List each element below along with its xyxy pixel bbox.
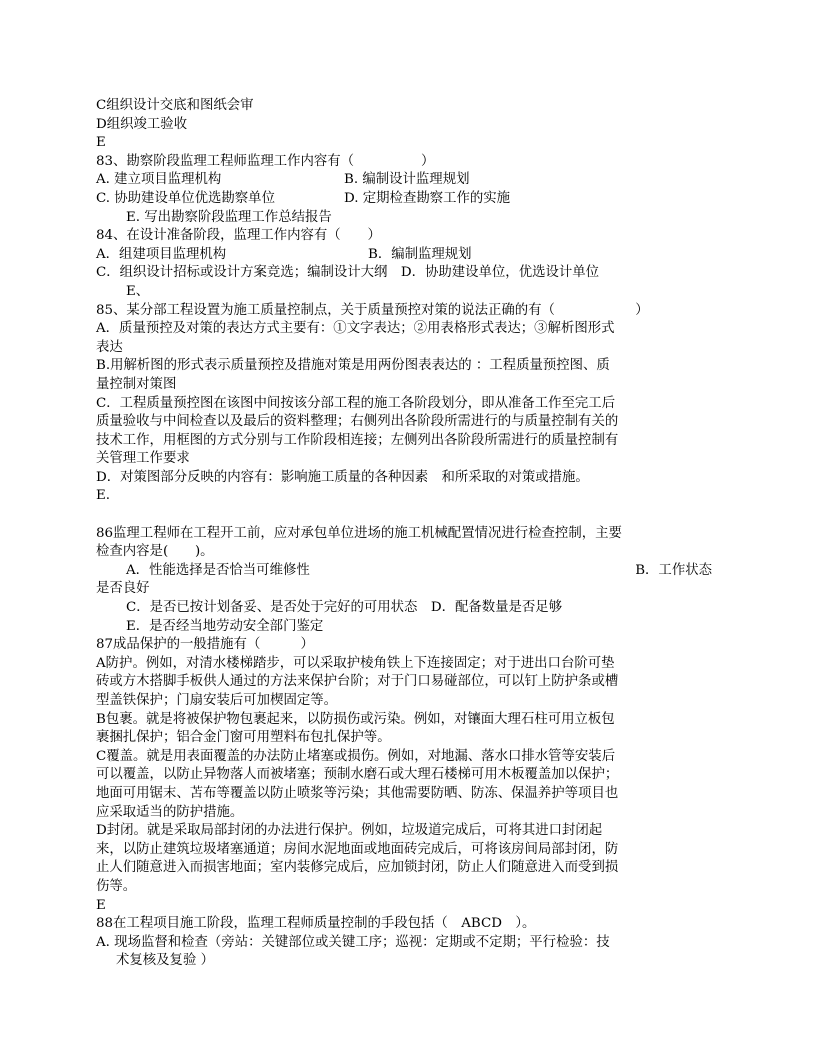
q87-option-b-line1: B包裹。就是将被保护物包裹起来，以防损伤或污染。例如，对镶面大理石柱可用立板包 bbox=[96, 711, 615, 727]
q87-option-e: E bbox=[96, 897, 106, 913]
q87-option-d-line4: 伤等。 bbox=[96, 878, 137, 894]
q85-option-b-line1: B.用解析图的形式表示质量预控及措施对策是用两份图表表达的 ：工程质量预控图、质 bbox=[96, 358, 610, 374]
q87-stem: 87成品保护的一般措施有（ ） bbox=[96, 637, 314, 653]
q87-option-c-line3: 地面可用锯末、苫布等覆盖以防止喷浆等污染；其他需要防晒、防冻、保温养护等项目也 bbox=[96, 785, 619, 801]
q84-option-e: E、 bbox=[126, 283, 150, 299]
q87-option-a-line1: A防护。例如，对清水楼梯踏步，可以采取护棱角铁上下连接固定；对于进出口台阶可垫 bbox=[96, 655, 615, 671]
q83-options-ab bbox=[96, 171, 726, 190]
q84-options-cd: C．组织设计招标或设计方案竞选；编制设计大纲 D．协助建设单位，优选设计单位 bbox=[96, 265, 600, 281]
q87-option-b-line2: 裹捆扎保护；铝合金门窗可用塑料布包扎保护等。 bbox=[96, 730, 391, 746]
q87-option-d-line3: 止人们随意进入而损害地面；室内装修完成后，应加锁封闭，防止人们随意进入而受到损 bbox=[96, 860, 619, 876]
q87-option-d-line2: 来，以防止建筑垃圾堵塞通道；房间水泥地面或地面砖完成后，可将该房间局部封闭，防 bbox=[96, 841, 619, 857]
q85-option-e: E. bbox=[96, 488, 111, 504]
q88-option-a-line2: 术复核及复验 ） bbox=[116, 953, 214, 969]
document-page bbox=[96, 97, 726, 971]
q86-options-ab bbox=[96, 562, 726, 581]
q84-stem: 84、在设计准备阶段，监理工作内容有（ ） bbox=[96, 228, 381, 244]
q83-stem: 83、勘察阶段监理工程师监理工作内容有（ ） bbox=[96, 153, 435, 169]
q88-option-a-line1: A. 现场监督和检查（旁站：关键部位或关键工序；巡视：定期或不定期；平行检验：技 bbox=[96, 934, 610, 950]
q85-option-c-line1: C．工程质量预控图在该图中间按该分部工程的施工各阶段划分，即从准备工作至完工后 bbox=[96, 395, 616, 411]
q87-option-c-line1: C覆盖。就是用表面覆盖的办法防止堵塞或损伤。例如，对地漏、落水口排水管等安装后 bbox=[96, 748, 616, 764]
q87-option-c-line2: 可以覆盖，以防止异物落人而被堵塞；预制水磨石或大理石楼梯可用木板覆盖加以保护； bbox=[96, 767, 619, 783]
q87-option-a-line3: 型盖铁保护；门扇安装后可加楔固定等。 bbox=[96, 693, 338, 708]
q87-option-d-line1: D封闭。就是采取局部封闭的办法进行保护。例如，垃圾道完成后，可将其进口封闭起 bbox=[96, 823, 603, 839]
q85-stem: 85、某分部工程设置为施工质量控制点，关于质量预控对策的说法正确的有（ ） bbox=[96, 302, 649, 318]
q83-option-d: D. 定期检查勘察工作的实施 bbox=[344, 190, 511, 206]
q85-option-a-line1: A．质量预控及对策的表达方式主要有：①文字表达；②用表格形式表达；③解析图形式 bbox=[96, 321, 615, 337]
q85-option-c-line2: 质量验收与中间检查以及最后的资料整理；右侧列出各阶段所需进行的与质量控制有关的 bbox=[96, 414, 619, 430]
q86-option-a: A．性能选择是否恰当可维修性 bbox=[126, 562, 310, 578]
q86-stem-line1: 86监理工程师在工程开工前，应对承包单位进场的施工机械配置情况进行检查控制，主要 bbox=[96, 525, 622, 541]
q85-option-c-line3: 技术工作，用框图的方式分别与工作阶段相连接；左侧列出各阶段所需进行的质量控制有 bbox=[96, 432, 619, 448]
q84-options-ab bbox=[96, 246, 726, 265]
q86-options-cd: C．是否已按计划备妥、是否处于完好的可用状态 D．配备数量是否足够 bbox=[126, 600, 563, 616]
q85-option-c-line4: 关管理工作要求 bbox=[96, 451, 190, 467]
q88-stem: 88在工程项目施工阶段，监理工程师质量控制的手段包括（ ABCD ）。 bbox=[96, 916, 536, 932]
q82-option-e: E bbox=[96, 135, 106, 151]
q83-option-b: B. 编制设计监理规划 bbox=[344, 172, 470, 188]
q86-option-b-line1: B．工作状态 bbox=[635, 562, 712, 578]
q83-options-cd bbox=[96, 190, 726, 209]
q87-option-c-line4: 应采取适当的防护措施。 bbox=[96, 804, 244, 820]
q86-option-b-line2: 是否良好 bbox=[96, 581, 150, 597]
q82-option-c: C组织设计交底和图纸会审 bbox=[96, 98, 254, 113]
q86-option-e: E．是否经当地劳动安全部门鉴定 bbox=[126, 618, 324, 634]
q84-option-b: B．编制监理规划 bbox=[368, 246, 472, 262]
q84-option-a: A．组建项目监理机构 bbox=[96, 246, 227, 262]
q83-option-e: E. 写出勘察阶段监理工作总结报告 bbox=[126, 209, 332, 225]
q83-option-a: A. 建立项目监理机构 bbox=[96, 172, 222, 188]
blank-line bbox=[96, 506, 726, 525]
q85-option-a-line2: 表达 bbox=[96, 339, 123, 355]
q83-option-c: C. 协助建设单位优选勘察单位 bbox=[96, 190, 275, 206]
q85-option-b-line2: 量控制对策图 bbox=[96, 376, 177, 392]
q85-option-d: D．对策图部分反映的内容有：影响施工质量的各种因素 和所采取的对策或措施。 bbox=[96, 469, 589, 485]
q86-stem-line2: 检查内容是( )。 bbox=[96, 544, 214, 560]
q87-option-a-line2: 砖或方木搭脚手板供人通过的方法来保护台阶；对于门口易碰部位，可以钉上防护条或槽 bbox=[96, 674, 619, 690]
q82-option-d: D组织竣工验收 bbox=[96, 116, 188, 132]
